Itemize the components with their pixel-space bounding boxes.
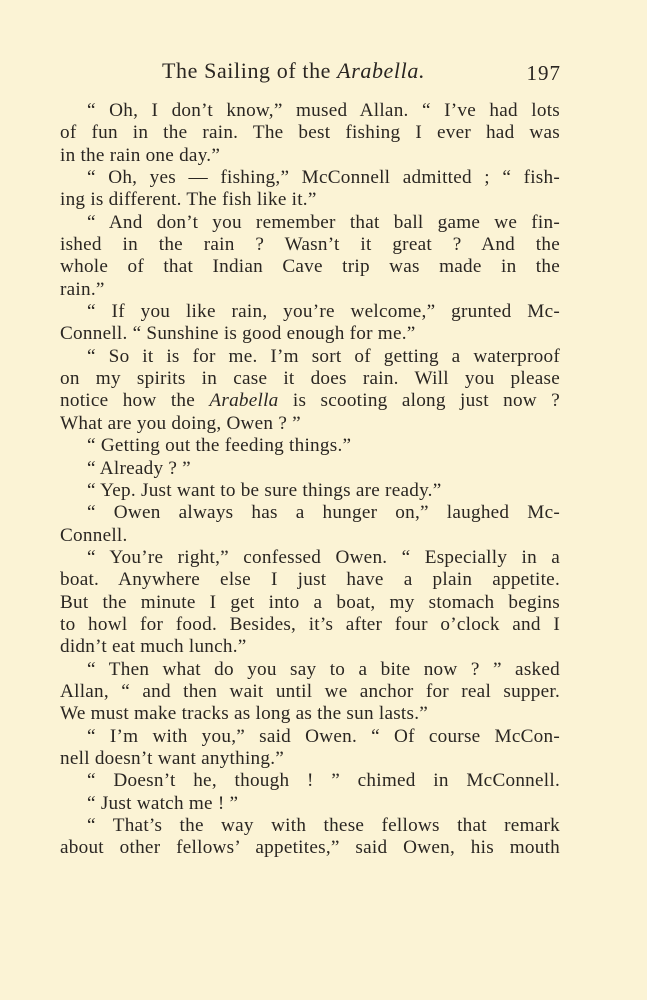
text-line: nell doesn’t want anything.” [60,747,285,769]
text-line: rain.” [60,278,105,300]
running-head [0,58,647,88]
text-line: “ That’s the way with these fellows that remark [87,815,560,836]
running-title [162,58,425,84]
body-text [60,100,560,860]
text-line: “ Already ? ” [87,457,191,479]
text-line: “ Yep. Just want to be sure things are ready.” [87,479,442,501]
text-line: “ Owen always has a hunger on,” laughed Mc- [87,502,560,524]
text-line: about other fellows’ appetites,” said Owen, his mouth [60,837,560,859]
text-line: to howl for food. Besides, it’s after four o’clock and I [60,613,560,635]
text-segment: is scooting along just now ? [278,390,561,412]
text-line: We must make tracks as long as the sun lasts.” [60,703,429,725]
text-line: Allan, “ and then wait until we anchor for real supper. [60,680,560,702]
running-title-ship-name: Arabella. [337,58,426,83]
text-line: “ You’re right,” confessed Owen. “ Especially in a [87,546,560,568]
text-line: “ Just watch me ! ” [87,792,239,814]
text-line [60,390,560,412]
text-line: “ And don’t you remember that ball game we fin- [87,211,560,233]
text-line: ished in the rain ? Wasn’t it great ? And the [60,234,560,256]
text-line: on my spirits in case it does rain. Will you please [60,368,560,390]
text-line: “ Doesn’t he, though ! ” chimed in McConnell. [87,770,560,792]
text-line: But the minute I get into a boat, my stomach begins [60,591,560,613]
text-segment: notice how the [60,390,210,412]
text-line: “ Getting out the feeding things.” [87,435,352,457]
text-line: Connell. [60,524,128,546]
text-line: of fun in the rain. The best fishing I ever had was [60,122,560,144]
text-line: What are you doing, Owen ? ” [60,412,301,434]
ship-name: Arabella [209,390,279,412]
text-line: “ Then what do you say to a bite now ? ” asked [87,658,560,680]
text-line: “ So it is for me. I’m sort of getting a waterproof [87,345,560,367]
page-number: 197 [526,61,561,85]
text-line: “ I’m with you,” said Owen. “ Of course McCon- [87,725,560,747]
text-line: whole of that Indian Cave trip was made in the [60,256,560,278]
text-line: “ Oh, I don’t know,” mused Allan. “ I’ve had lots [87,100,560,121]
text-line: boat. Anywhere else I just have a plain appetite. [60,569,560,591]
text-line: ing is different. The fish like it.” [60,189,317,211]
text-line: Connell. “ Sunshine is good enough for me.” [60,323,416,345]
text-line: didn’t eat much lunch.” [60,636,247,658]
text-line: “ Oh, yes — fishing,” McConnell admitted ; “ fish- [87,167,560,189]
running-title-text: The Sailing of the [162,58,338,83]
text-line: in the rain one day.” [60,144,221,166]
text-line: “ If you like rain, you’re welcome,” grunted Mc- [87,301,560,323]
